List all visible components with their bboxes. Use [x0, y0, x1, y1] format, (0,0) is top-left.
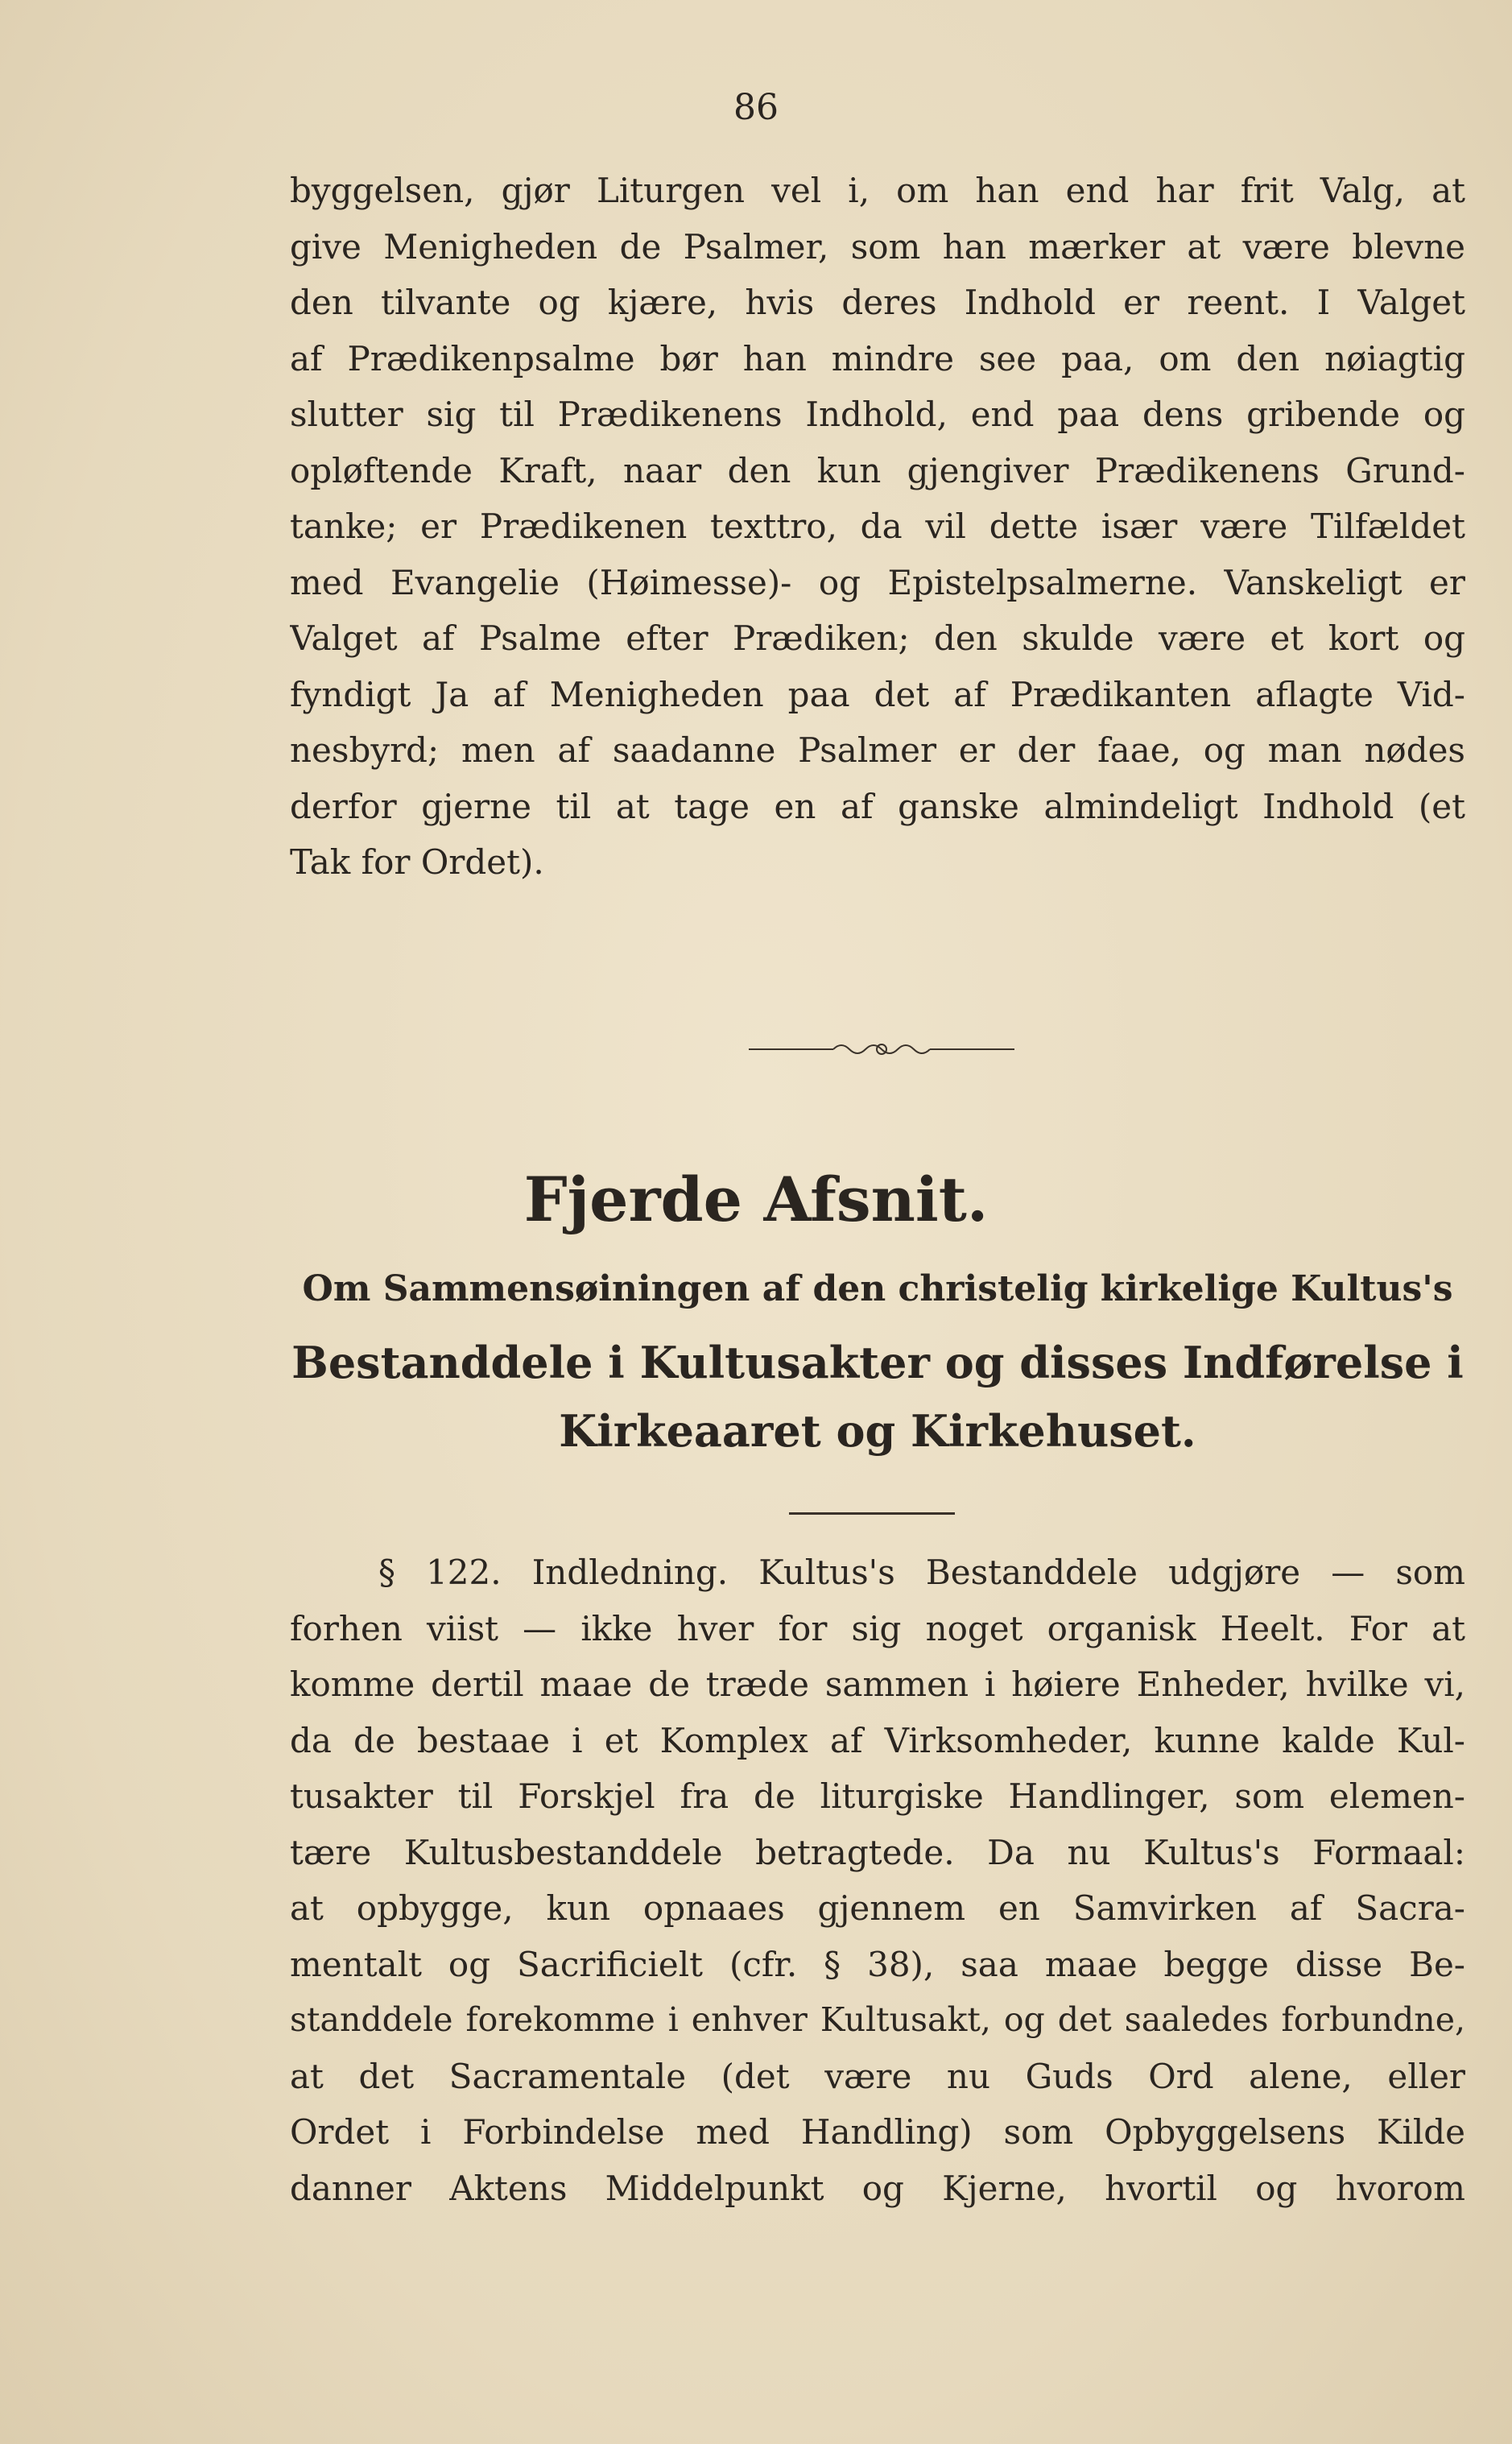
- text-line: danner Aktens Middelpunkt og Kjerne, hvortil og hvorom: [290, 2168, 1465, 2208]
- text-line: Valget af Psalme efter Prædiken; den skulde være et kort og: [290, 618, 1465, 658]
- page-number: 86: [733, 87, 779, 128]
- text-line: at opbygge, kun opnaaes gjennem en Samvirken af Sacra-: [290, 1888, 1465, 1928]
- section-heading-line: Kirkeaaret og Kirkehuset.: [559, 1405, 1196, 1457]
- text-line: Tak for Ordet).: [290, 842, 544, 882]
- paragraph-top: [290, 163, 1465, 891]
- paragraph-bottom: [290, 1545, 1465, 2216]
- text-line: nesbyrd; men af saadanne Psalmer er der faae, og man nødes: [290, 730, 1465, 770]
- text-line: slutter sig til Prædikenens Indhold, end paa dens gribende og: [290, 395, 1465, 434]
- text-line: tanke; er Prædikenen texttro, da vil dette især være Tilfældet: [290, 507, 1465, 546]
- text-line: byggelsen, gjør Liturgen vel i, om han end har frit Valg, at: [290, 171, 1465, 210]
- ornament-divider: [749, 1037, 1014, 1061]
- text-line: fyndigt Ja af Menigheden paa det af Prædikanten aflagte Vid-: [290, 674, 1465, 714]
- text-line: af Prædikenpsalme bør han mindre see paa, om den nøiagtig: [290, 338, 1465, 378]
- text-line: tære Kultusbestanddele betragtede. Da nu Kultus's Formaal:: [290, 1832, 1465, 1872]
- text-line: Ordet i Forbindelse med Handling) som Opbyggelsens Kilde: [290, 2112, 1465, 2152]
- text-line: standdele forekomme i enhver Kultusakt, og det saaledes forbundne,: [290, 2000, 1465, 2039]
- text-line: opløftende Kraft, naar den kun gjengiver Prædikenens Grund-: [290, 450, 1465, 490]
- text-line: med Evangelie (Høimesse)- og Epistelpsalmerne. Vanskeligt er: [290, 562, 1465, 602]
- text-line: give Menigheden de Psalmer, som han mærker at være blevne: [290, 226, 1465, 267]
- text-line: mentalt og Sacrificielt (cfr. § 38), saa maae begge disse Be-: [290, 1944, 1465, 1984]
- section-title: Fjerde Afsnit.: [523, 1164, 989, 1235]
- text-line: tusakter til Forskjel fra de liturgiske Handlinger, som elemen-: [290, 1776, 1465, 1816]
- text-line: forhen viist — ikke hver for sig noget organisk Heelt. For at: [290, 1608, 1465, 1648]
- text-line: § 122. Indledning. Kultus's Bestanddele udgjøre — som: [378, 1553, 1465, 1592]
- text-line: komme dertil maae de træde sammen i høiere Enheder, hvilke vi,: [290, 1664, 1465, 1704]
- text-line: den tilvante og kjære, hvis deres Indhold er reent. I Valget: [290, 283, 1465, 322]
- text-line: da de bestaae i et Komplex af Virksomheder, kunne kalde Kul-: [290, 1720, 1465, 1760]
- text-line: at det Sacramentale (det være nu Guds Ord alene, eller: [290, 2056, 1465, 2096]
- section-heading-line: Bestanddele i Kultusakter og disses Indførelse i: [291, 1337, 1464, 1388]
- heading-rule: [789, 1512, 955, 1515]
- text-line: derfor gjerne til at tage en af ganske almindeligt Indhold (et: [290, 786, 1465, 826]
- section-heading-line: Om Sammensøiningen af den christelig kirkelige Kultus's: [302, 1268, 1453, 1309]
